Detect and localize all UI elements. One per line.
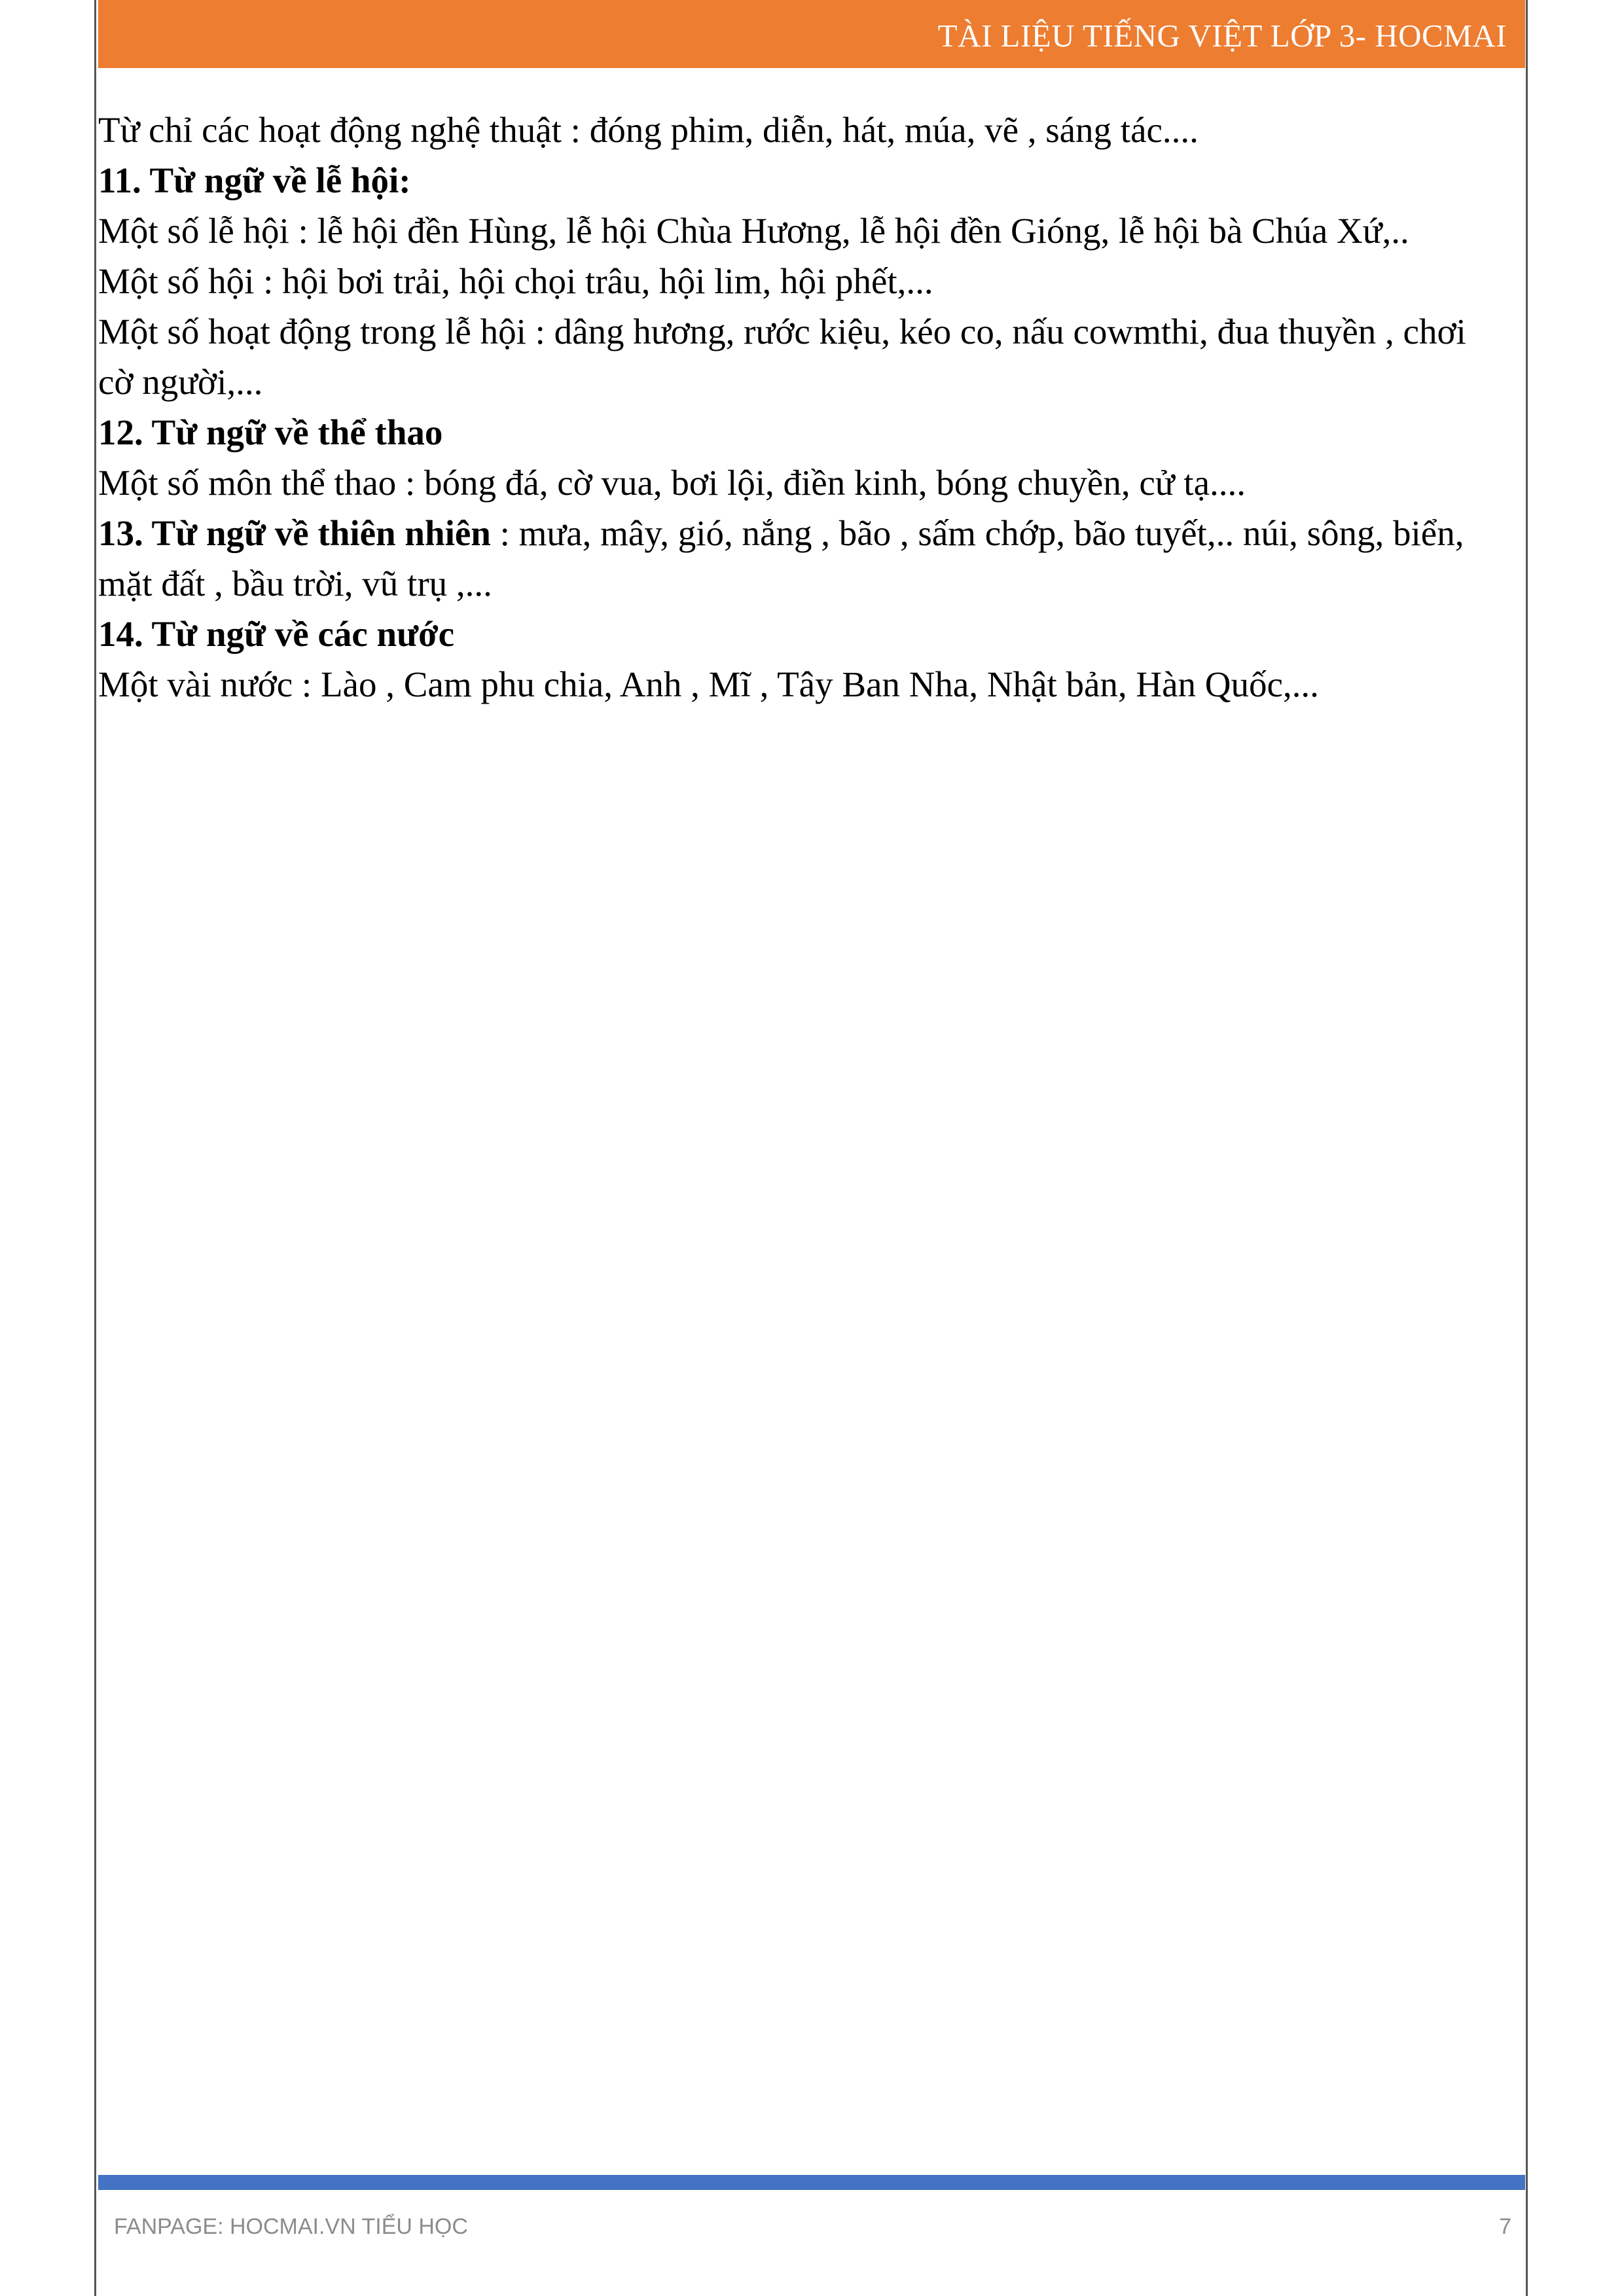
section-11-line-2: Một số hội : hội bơi trải, hội chọi trâu, hội lim, hội phết,...: [98, 261, 933, 301]
section-11-line-3: Một số hoạt động trong lễ hội : dâng hương, rước kiệu, kéo co, nấu cowmthi, đua thuyền , chơi cờ người,...: [98, 312, 1466, 402]
section-13-heading: 13. Từ ngữ về thiên nhiên: [98, 513, 491, 553]
header-bar: [98, 0, 1525, 68]
paragraph-arts: Từ chỉ các hoạt động nghệ thuật : đóng phim, diễn, hát, múa, vẽ , sáng tác....: [98, 110, 1199, 150]
header-title: TÀI LIỆU TIẾNG VIỆT LỚP 3- HOCMAI: [937, 18, 1507, 54]
section-14-line-1: Một vài nước : Lào , Cam phu chia, Anh , Mĩ , Tây Ban Nha, Nhật bản, Hàn Quốc,...: [98, 664, 1319, 704]
section-12-heading: 12. Từ ngữ về thể thao: [98, 412, 443, 452]
footer-fanpage: FANPAGE: HOCMAI.VN TIỂU HỌC: [114, 2214, 468, 2239]
section-12-line-1: Một số môn thể thao : bóng đá, cờ vua, bơi lội, điền kinh, bóng chuyền, cử tạ....: [98, 463, 1246, 503]
section-11-heading: 11. Từ ngữ về lễ hội:: [98, 160, 411, 200]
page-number: 7: [1499, 2214, 1511, 2239]
section-14-heading: 14. Từ ngữ về các nước: [98, 614, 454, 654]
section-13-paragraph: [98, 508, 1506, 609]
document-body: [98, 105, 1506, 709]
section-13-text: : mưa, mây, gió, nắng , bão , sấm chớp, bão tuyết,.. núi, sông, biển, mặt đất , bầu trời, vũ trụ ,...: [98, 513, 1464, 603]
section-11-line-1: Một số lễ hội : lễ hội đền Hùng, lễ hội Chùa Hương, lễ hội đền Gióng, lễ hội bà Chúa Xứ,..: [98, 211, 1409, 251]
footer-bar: [98, 2175, 1525, 2190]
